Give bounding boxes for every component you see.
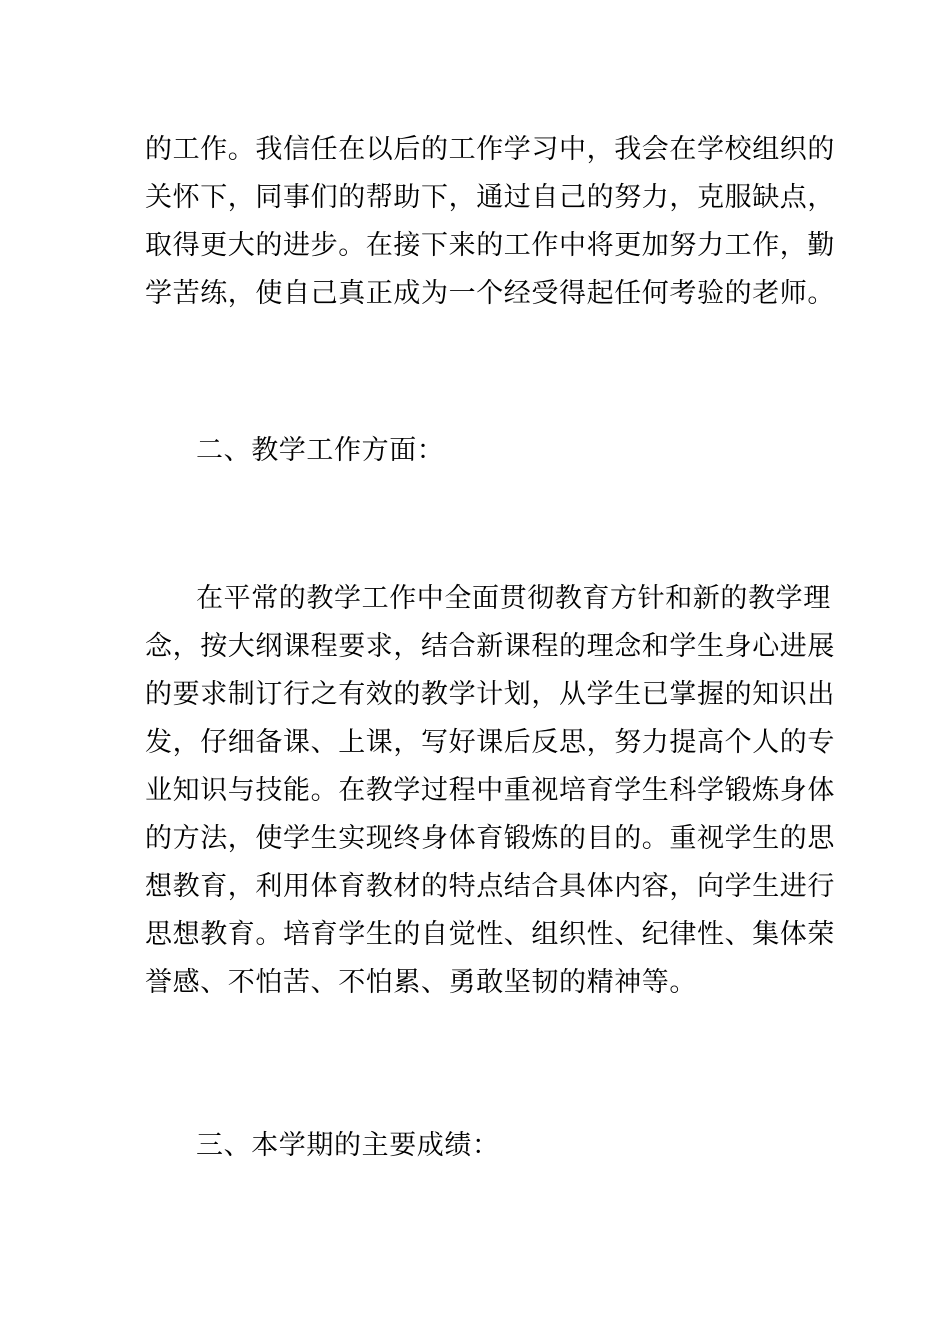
paragraph-line: 关怀下，同事们的帮助下，通过自己的努力，克服缺点， xyxy=(145,182,835,213)
paragraph-line: 发，仔细备课、上课，写好课后反思，努力提高个人的专 xyxy=(145,727,835,758)
paragraph-line: 的要求制订行之有效的教学计划，从学生已掌握的知识出 xyxy=(145,679,835,710)
paragraph-continuation xyxy=(145,126,835,318)
paragraph-line: 的工作。我信任在以后的工作学习中，我会在学校组织的 xyxy=(145,134,835,165)
section-heading-teaching-work: 二、教学工作方面： xyxy=(196,435,445,466)
paragraph-line: 想教育，利用体育教材的特点结合具体内容，向学生进行 xyxy=(145,871,835,902)
paragraph-line: 誉感、不怕苦、不怕累、勇敢坚韧的精神等。 xyxy=(145,967,697,998)
paragraph-line: 念，按大纲课程要求，结合新课程的理念和学生身心进展 xyxy=(145,631,835,662)
section-heading-achievements: 三、本学期的主要成绩： xyxy=(196,1130,500,1161)
paragraph-line: 学苦练，使自己真正成为一个经受得起任何考验的老师。 xyxy=(145,278,835,309)
paragraph-line: 取得更大的进步。在接下来的工作中将更加努力工作，勤 xyxy=(145,230,835,261)
paragraph-line-indented: 在平常的教学工作中全面贯彻教育方针和新的教学理 xyxy=(196,583,831,614)
paragraph-line: 的方法，使学生实现终身体育锻炼的目的。重视学生的思 xyxy=(145,823,835,854)
paragraph-teaching-work xyxy=(145,575,835,1007)
paragraph-line: 思想教育。培育学生的自觉性、组织性、纪律性、集体荣 xyxy=(145,919,835,950)
paragraph-line: 业知识与技能。在教学过程中重视培育学生科学锻炼身体 xyxy=(145,775,835,806)
